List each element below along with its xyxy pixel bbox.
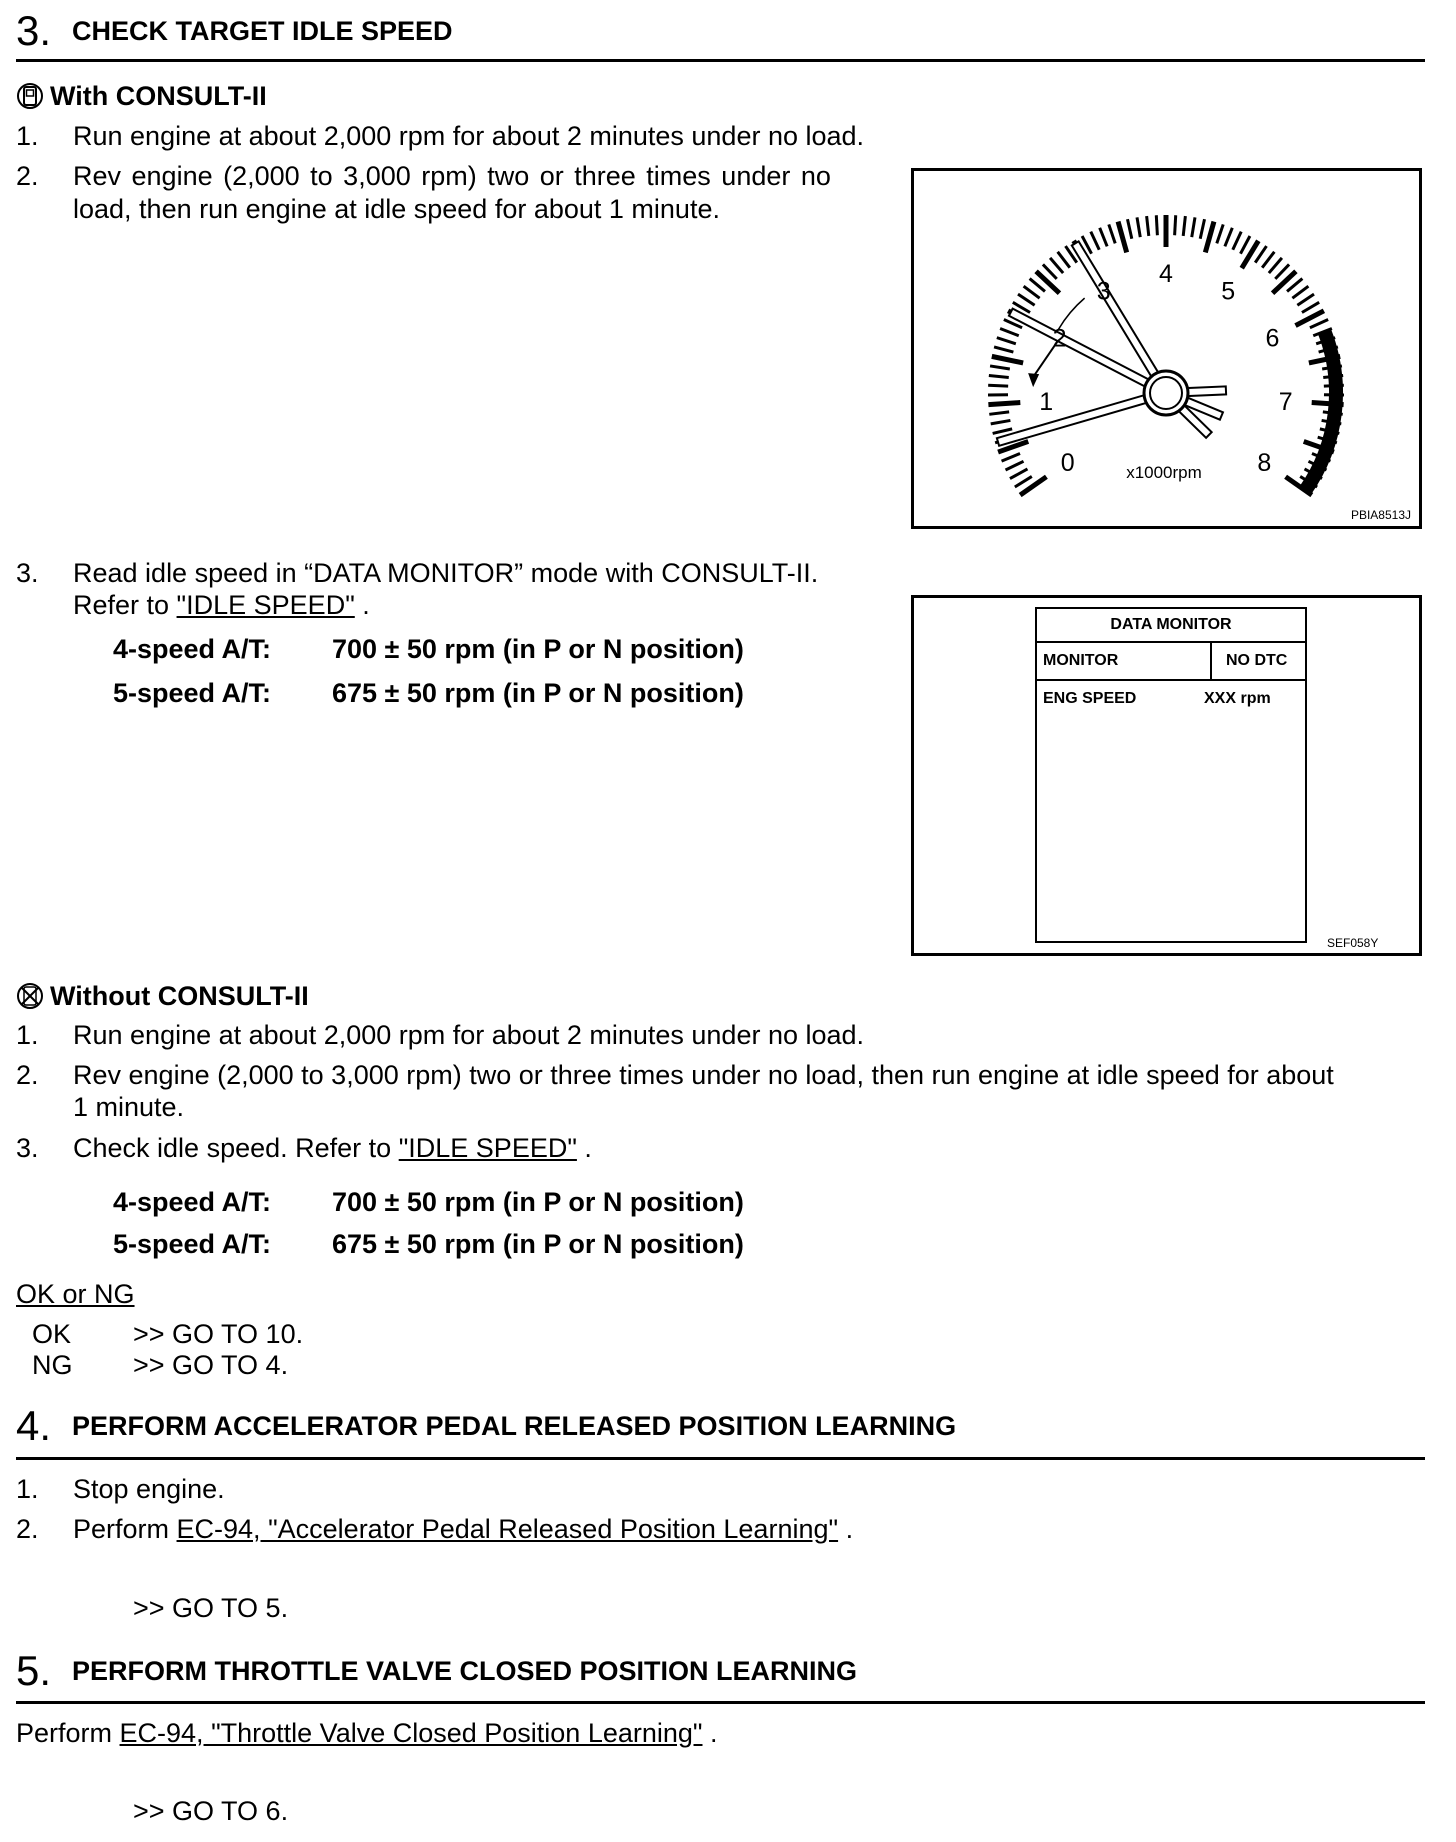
refer-suffix: . xyxy=(354,590,370,620)
gauge-tick xyxy=(1015,476,1032,487)
gauge-tick xyxy=(1192,217,1195,237)
arrow-head-icon xyxy=(1028,373,1039,387)
list-item xyxy=(73,1131,592,1165)
gauge-hub-inner xyxy=(1150,377,1182,409)
eng-speed-value: XXX rpm xyxy=(1204,690,1271,707)
gauge-tick xyxy=(1137,217,1140,237)
list-item: Read idle speed in “DATA MONITOR” mode with CONSULT-II. xyxy=(73,558,819,588)
list-item-cont: load, then run engine at idle speed for about 1 minute. xyxy=(73,194,720,224)
item-text: Check idle speed. Refer to xyxy=(73,1133,399,1163)
gauge-tick xyxy=(992,356,1023,363)
gauge-tick xyxy=(1002,453,1020,461)
monitor-column: MONITOR xyxy=(1043,652,1119,669)
accelerator-learning-link[interactable]: EC-94, "Accelerator Pedal Released Position Learning" xyxy=(176,1514,839,1544)
gauge-tick xyxy=(1292,286,1308,298)
gauge-tick xyxy=(1269,258,1282,273)
gauge-scale-label: 4 xyxy=(1159,260,1173,288)
step-number: 4. xyxy=(16,1402,52,1449)
goto-10-link[interactable]: >> GO TO 10. xyxy=(133,1319,304,1349)
gauge-tick xyxy=(1118,222,1127,253)
consult-tester-icon xyxy=(16,82,44,110)
gauge-scale-label: 7 xyxy=(1278,387,1293,416)
refer-text: Refer to xyxy=(73,590,177,620)
spec-label: 5-speed A/T: xyxy=(113,1229,272,1259)
gauge-tick xyxy=(1175,215,1176,235)
gauge-tick xyxy=(1018,294,1035,305)
with-consult-heading xyxy=(16,79,267,113)
gauge-tick xyxy=(1310,320,1328,328)
no-consult-icon xyxy=(16,982,44,1010)
gauge-tick xyxy=(988,385,1008,386)
gauge-tick xyxy=(1156,215,1157,235)
gauge-tick xyxy=(1217,224,1223,243)
gauge-tick xyxy=(1183,216,1185,236)
gauge-tick xyxy=(993,429,1012,434)
list-number: 1. xyxy=(16,1474,39,1504)
gauge-scale-label: 2 xyxy=(1052,324,1067,353)
item-text: Perform xyxy=(73,1514,177,1544)
gauge-scale-label: 0 xyxy=(1060,448,1075,477)
step-title: PERFORM THROTTLE VALVE CLOSED POSITION LEARNING xyxy=(72,1656,858,1686)
result-ng: NG xyxy=(32,1350,73,1380)
spec-value: 675 ± 50 rpm (in P or N position) xyxy=(332,1229,744,1259)
gauge-tick xyxy=(1036,271,1059,293)
gauge-tick xyxy=(1050,258,1063,273)
tachometer-gauge xyxy=(914,171,1419,526)
without-consult-label: Without CONSULT-II xyxy=(50,981,309,1011)
gauge-tick xyxy=(1100,228,1107,247)
gauge-scale-label: 6 xyxy=(1265,324,1280,353)
list-item: Rev engine (2,000 to 3,000 rpm) two or three times under no load, then run engine at idle speed for about xyxy=(73,1060,1334,1090)
gauge-unit-label: x1000rpm xyxy=(1126,463,1202,482)
item-suffix: . xyxy=(838,1514,854,1544)
gauge-tick xyxy=(1240,236,1249,254)
gauge-tick xyxy=(1323,376,1343,378)
list-item: Stop engine. xyxy=(73,1474,225,1504)
step-number: 3. xyxy=(16,7,52,54)
list-item-cont xyxy=(73,588,370,622)
data-monitor-screen xyxy=(1035,607,1307,943)
data-monitor-columns xyxy=(1037,643,1305,681)
gauge-tick xyxy=(989,412,1009,414)
no-dtc-column: NO DTC xyxy=(1226,652,1288,669)
gauge-tick xyxy=(1091,232,1099,250)
divider xyxy=(16,59,1425,62)
step-number: 5. xyxy=(16,1647,52,1694)
gauge-scale-label: 8 xyxy=(1257,448,1272,477)
goto-6-link[interactable]: >> GO TO 6. xyxy=(133,1796,289,1826)
list-number: 2. xyxy=(16,161,39,191)
gauge-scale-label: 3 xyxy=(1096,277,1111,306)
gauge-tick xyxy=(1233,232,1241,250)
ok-ng-heading: OK or NG xyxy=(16,1279,135,1309)
list-item: Run engine at about 2,000 rpm for about 2 minutes under no load. xyxy=(73,121,865,151)
gauge-tick xyxy=(1205,222,1214,253)
spec-label: 4-speed A/T: xyxy=(113,634,272,664)
gauge-tick xyxy=(1255,246,1266,263)
gauge-tick xyxy=(991,420,1011,423)
idle-speed-link[interactable]: "IDLE SPEED" xyxy=(398,1133,577,1163)
without-consult-heading xyxy=(16,979,309,1013)
list-number: 2. xyxy=(16,1514,39,1544)
gauge-tick xyxy=(1127,219,1131,239)
gauge-tick xyxy=(1273,271,1296,293)
gauge-tick xyxy=(1324,385,1344,386)
list-item xyxy=(73,1512,853,1546)
gauge-tick xyxy=(1006,461,1024,470)
gauge-tick xyxy=(997,338,1016,344)
gauge-tick xyxy=(1312,403,1344,405)
divider xyxy=(16,1457,1425,1460)
list-number: 1. xyxy=(16,121,39,151)
idle-speed-link[interactable]: "IDLE SPEED" xyxy=(176,590,355,620)
gauge-tick xyxy=(994,347,1013,352)
item-text: Perform xyxy=(16,1718,120,1748)
gauge-tick xyxy=(1109,224,1115,243)
item-suffix: . xyxy=(702,1718,718,1748)
goto-5-link[interactable]: >> GO TO 5. xyxy=(133,1593,289,1623)
gauge-tick xyxy=(1058,252,1070,268)
eng-speed-label: ENG SPEED xyxy=(1043,690,1137,707)
gauge-needle xyxy=(997,389,1167,446)
list-number: 2. xyxy=(16,1060,39,1090)
gauge-tick xyxy=(1147,216,1149,236)
goto-4-link[interactable]: >> GO TO 4. xyxy=(133,1350,289,1380)
list-item-cont: 1 minute. xyxy=(73,1092,185,1122)
gauge-tick xyxy=(1262,252,1274,268)
spec-label: 5-speed A/T: xyxy=(113,678,272,708)
gauge-tick xyxy=(1024,286,1040,298)
step-title: CHECK TARGET IDLE SPEED xyxy=(72,16,453,46)
gauge-tick xyxy=(1225,228,1232,247)
figure-id: SEF058Y xyxy=(1327,936,1379,950)
step-title: PERFORM ACCELERATOR PEDAL RELEASED POSITION LEARNING xyxy=(72,1411,957,1441)
list-item: Rev engine (2,000 to 3,000 rpm) two or three times under no xyxy=(73,161,831,191)
list-number: 3. xyxy=(16,1133,39,1163)
item-suffix: . xyxy=(576,1133,592,1163)
gauge-tick xyxy=(1302,302,1319,312)
step5-text xyxy=(16,1716,718,1750)
figure-id: PBIA8513J xyxy=(1350,508,1411,522)
result-ok: OK xyxy=(32,1319,72,1349)
gauge-scale-label: 1 xyxy=(1039,387,1054,416)
divider xyxy=(16,1701,1425,1704)
spec-label: 4-speed A/T: xyxy=(113,1187,272,1217)
gauge-scale-label: 5 xyxy=(1221,277,1236,306)
list-number: 3. xyxy=(16,558,39,588)
gauge-tick xyxy=(990,366,1010,369)
list-item: Run engine at about 2,000 rpm for about 2 minutes under no load. xyxy=(73,1020,865,1050)
gauge-tick xyxy=(1200,219,1204,239)
column-divider xyxy=(1210,643,1212,679)
gauge-tick xyxy=(1297,294,1314,305)
gauge-tick xyxy=(989,376,1009,378)
gauge-tick xyxy=(1000,328,1019,335)
spec-value: 675 ± 50 rpm (in P or N position) xyxy=(332,678,744,708)
list-number: 1. xyxy=(16,1020,39,1050)
spec-value: 700 ± 50 rpm (in P or N position) xyxy=(332,634,744,664)
with-consult-label: With CONSULT-II xyxy=(50,81,267,111)
spec-value: 700 ± 50 rpm (in P or N position) xyxy=(332,1187,744,1217)
tachometer-figure xyxy=(911,168,1422,529)
gauge-tick xyxy=(988,403,1020,405)
throttle-learning-link[interactable]: EC-94, "Throttle Valve Closed Position Learning" xyxy=(119,1718,703,1748)
gauge-tick xyxy=(1010,469,1028,479)
data-monitor-header: DATA MONITOR xyxy=(1037,609,1305,643)
